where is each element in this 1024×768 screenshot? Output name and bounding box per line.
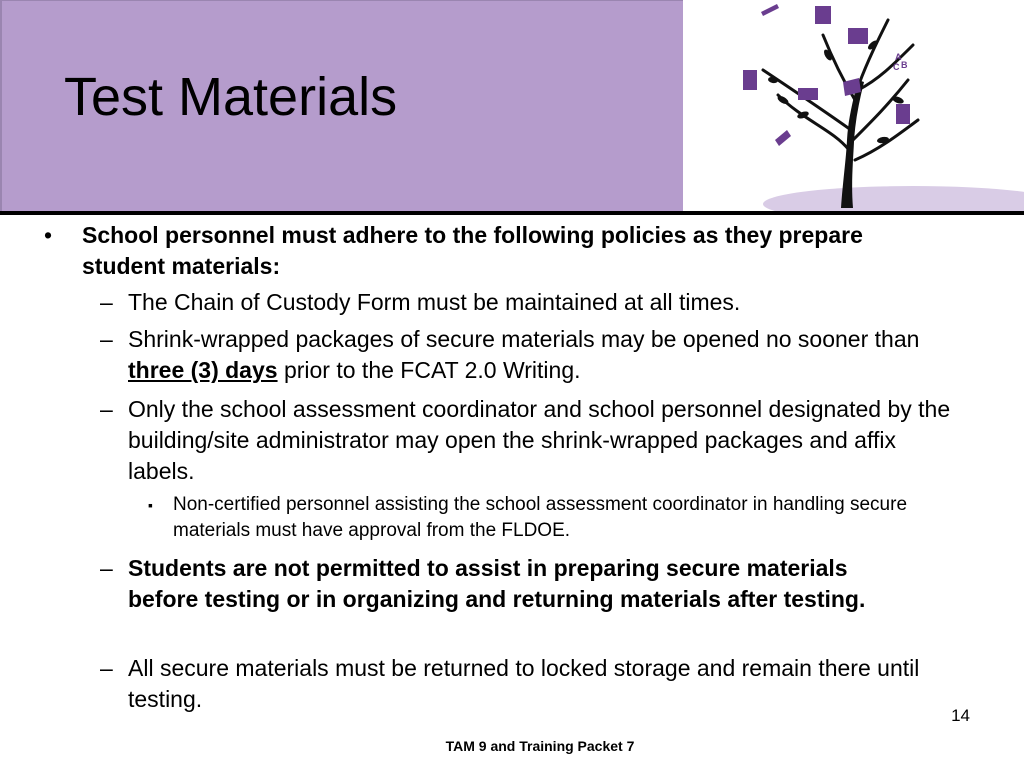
sub-bullet-2-text [128,324,968,386]
page-number: 14 [951,706,970,725]
square-marker: ▪ [148,497,153,513]
svg-text:B: B [901,60,908,70]
pencil-icon [775,130,791,146]
svg-text:A: A [895,52,902,62]
sub-sub-bullet-1-text: Non-certified personnel assisting the school assessment coordinator in handling secure materials must have approval from the FLDOE. [173,494,908,541]
dash-marker: – [100,289,113,315]
pencil-icon [761,4,779,16]
book-icon [743,70,757,90]
letters-icon [893,52,908,72]
bullet-main-text: School personnel must adhere to the following policies as they prepare student materials: [82,222,863,279]
sub-bullet-3-text: Only the school assessment coordinator and school personnel designated by the building/site administrator may open the shrink-wrapped packages and affix labels. [128,396,951,484]
sub-bullet-1-text: The Chain of Custody Form must be maintained at all times. [128,289,741,315]
tree-icon [683,0,1024,212]
svg-text:C: C [893,62,900,72]
dash-marker: – [100,326,113,352]
bullet-marker: • [44,222,53,248]
tree-illustration [683,0,1024,212]
dash-marker: – [100,555,113,581]
sub-bullet-2-lead: Shrink-wrapped packages of secure materials may be opened no sooner than [128,326,920,352]
sub-bullet-2-tail: prior to the FCAT 2.0 Writing. [277,357,581,383]
dash-marker: – [100,655,113,681]
book-icon [896,104,910,124]
footer-text: TAM 9 and Training Packet 7 [445,738,635,754]
sub-bullet-4-text: Students are not permitted to assist in preparing secure materials before testing or in organizing and returning materials after testing. [128,555,866,612]
header-divider [0,211,1024,215]
page-title: Test Materials [64,67,398,127]
title-banner [0,0,683,212]
sub-bullet-5-text: All secure materials must be returned to locked storage and remain there until testing. [128,655,920,712]
book-icon [848,28,868,44]
three-days-emphasis: three (3) days [128,357,278,383]
dash-marker: – [100,396,113,422]
book-icon [798,88,818,100]
paper-icon [815,6,831,24]
